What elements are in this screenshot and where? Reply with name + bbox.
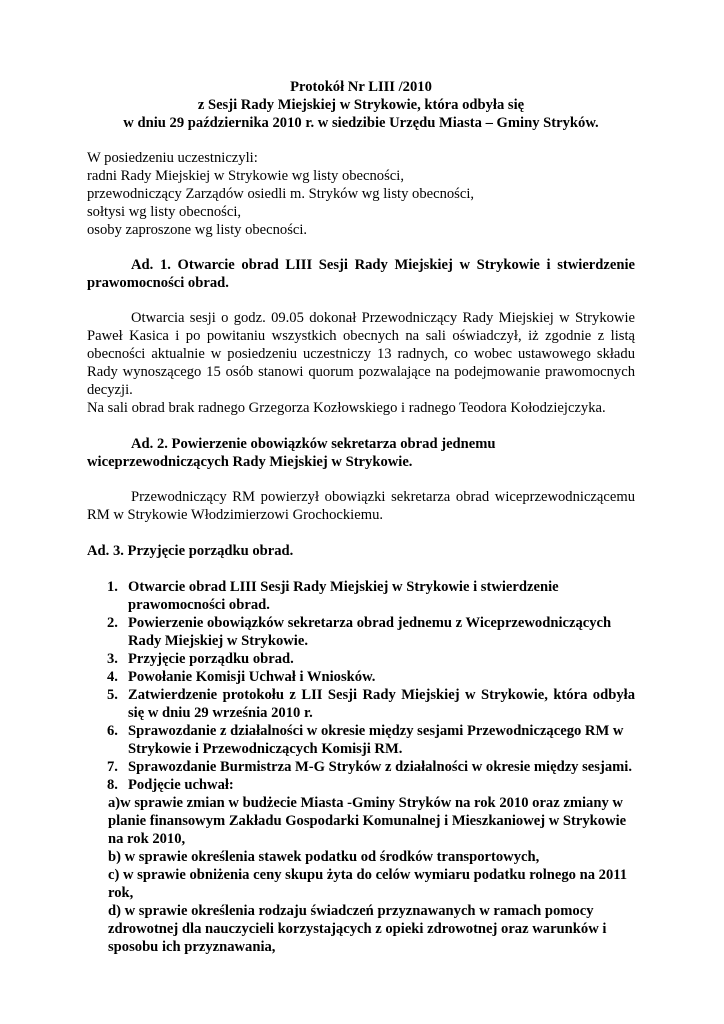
title-line-2: z Sesji Rady Miejskiej w Strykowie, która odbyła się (197, 97, 525, 113)
resolution-item-d: d) w sprawie określenia rodzaju świadczeń przyznawanych w ramach pomocy zdrowotnej dla nauczycieli korzystających z opieki zdrowotnej oraz warunków i sposobu ich przyznawania, (108, 903, 607, 955)
ad1-paragraph: Otwarcia sesji o godz. 09.05 dokonał Przewodniczący Rady Miejskiej w Strykowie Paweł Kasica i po powitaniu wszystkich obecnych na sali oświadczył, iż zgodnie z listą obecności aktualnie w posiedzeniu uczestniczy 13 radnych, co wobec ustawowego składu Rady wynoszącego 15 osób stanowi quorum pozwalające na podejmowanie prawomocnych decyzji. (87, 310, 635, 398)
agenda-item (87, 686, 635, 722)
document-page (87, 78, 635, 956)
ad1-note: Na sali obrad brak radnego Grzegorza Kozłowskiego i radnego Teodora Kołodziejczyka. (87, 400, 606, 416)
ad2-paragraph: Przewodniczący RM powierzył obowiązki sekretarza obrad wiceprzewodniczącemu RM w Strykowie Włodzimierzowi Grochockiemu. (87, 489, 635, 523)
agenda-item-number: 2. (107, 615, 118, 631)
agenda-item-text: Podjęcie uchwał: (128, 777, 234, 793)
agenda-item-text: Powierzenie obowiązków sekretarza obrad jednemu z Wiceprzewodniczących Rady Miejskiej w Strykowie. (128, 615, 612, 649)
ad2-heading (87, 435, 635, 471)
agenda-item-text: Sprawozdanie z działalności w okresie między sesjami Przewodniczącego RM w Strykowie i Przewodniczących Komisji RM. (128, 723, 624, 757)
participants-line: sołtysi wg listy obecności, (87, 204, 242, 220)
title-line-1: Protokół Nr LIII /2010 (290, 79, 432, 95)
agenda-item (87, 578, 635, 614)
resolution-item-c: c) w sprawie obniżenia ceny skupu żyta do celów wymiaru podatku rolnego na 2011 rok, (108, 867, 628, 901)
ad1-heading: Ad. 1. Otwarcie obrad LIII Sesji Rady Miejskiej w Strykowie i stwierdzenie prawomocności obrad. (87, 257, 635, 291)
participants-line: osoby zaproszone wg listy obecności. (87, 222, 308, 238)
agenda-item (87, 776, 635, 794)
agenda-item-number: 3. (107, 651, 118, 667)
resolution-item-b: b) w sprawie określenia stawek podatku od środków transportowych, (108, 849, 540, 865)
agenda-item-number: 6. (107, 723, 118, 739)
ad3-heading: Ad. 3. Przyjęcie porządku obrad. (87, 543, 294, 559)
ad2-heading-line-2: wiceprzewodniczących Rady Miejskiej w Strykowie. (87, 454, 413, 470)
participants-line: radni Rady Miejskiej w Strykowie wg listy obecności, (87, 168, 404, 184)
agenda-item-number: 8. (107, 777, 118, 793)
resolutions-list (87, 794, 635, 956)
agenda-item-text: Powołanie Komisji Uchwał i Wniosków. (128, 669, 376, 685)
agenda-item-text: Przyjęcie porządku obrad. (128, 651, 294, 667)
title-line-3: w dniu 29 października 2010 r. w siedzibie Urzędu Miasta – Gminy Stryków. (123, 115, 599, 131)
agenda-item-number: 1. (107, 579, 118, 595)
participants-section (87, 149, 635, 239)
participants-intro: W posiedzeniu uczestniczyli: (87, 150, 258, 166)
agenda-item (87, 614, 635, 650)
agenda-item-number: 4. (107, 669, 118, 685)
agenda-item-text: Zatwierdzenie protokołu z LII Sesji Rady Miejskiej w Strykowie, która odbyła się w dniu 29 września 2010 r. (128, 687, 635, 721)
agenda-item-text: Otwarcie obrad LIII Sesji Rady Miejskiej w Strykowie i stwierdzenie prawomocności obrad. (128, 579, 559, 613)
agenda-item (87, 650, 635, 668)
agenda-item-text: Sprawozdanie Burmistrza M-G Stryków z działalności w okresie między sesjami. (128, 759, 632, 775)
participants-line: przewodniczący Zarządów osiedli m. Stryków wg listy obecności, (87, 186, 475, 202)
agenda-item (87, 722, 635, 758)
agenda-item-number: 5. (107, 687, 118, 703)
resolution-item-a: a)w sprawie zmian w budżecie Miasta -Gminy Stryków na rok 2010 oraz zmiany w planie finansowym Zakładu Gospodarki Komunalnej i Mieszkaniowej w Strykowie na rok 2010, (108, 795, 627, 847)
agenda-item (87, 668, 635, 686)
agenda-item (87, 758, 635, 776)
agenda-item-number: 7. (107, 759, 118, 775)
document-title (87, 78, 635, 132)
agenda-list (87, 578, 635, 794)
ad2-heading-line-1: Ad. 2. Powierzenie obowiązków sekretarza obrad jednemu (131, 436, 496, 452)
